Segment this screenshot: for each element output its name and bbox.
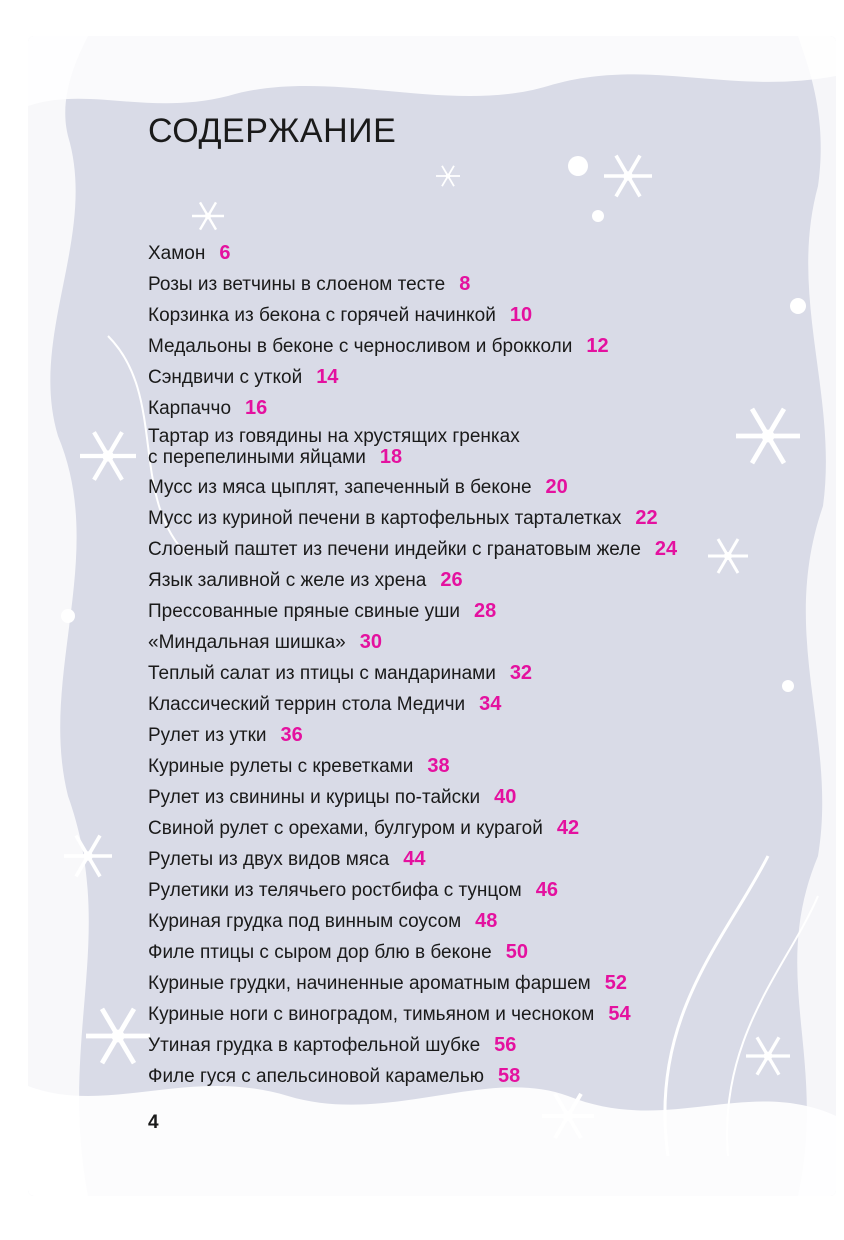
- toc-item: [148, 1032, 768, 1059]
- toc-item-page: 10: [509, 304, 533, 326]
- toc-item-title: «Миндальная шишка»: [148, 632, 346, 653]
- toc-item-title: Рулеты из двух видов мяса: [148, 849, 390, 870]
- toc-item-title: Свиной рулет с орехами, булгуром и курагой: [148, 818, 543, 839]
- toc-item-page: 6: [219, 242, 231, 264]
- toc-item: [148, 333, 768, 360]
- toc-item-title: Карпаччо: [148, 398, 232, 419]
- toc-item-title: Мусс из мяса цыплят, запеченный в беконе: [148, 477, 532, 498]
- toc-item-page: 8: [459, 273, 471, 295]
- toc-item: [148, 302, 768, 329]
- toc-item-title: Хамон: [148, 243, 206, 264]
- toc-item-title: Филе гуся с апельсиновой карамелью: [148, 1066, 485, 1087]
- toc-item: [148, 877, 768, 904]
- toc-item-page: 18: [379, 446, 403, 468]
- toc-item-page: 58: [498, 1065, 521, 1087]
- toc-item: [148, 240, 768, 267]
- toc-item: [148, 1001, 768, 1028]
- toc-item-page: 24: [654, 538, 678, 560]
- toc-item: [148, 970, 768, 997]
- toc-item-page: 22: [635, 507, 658, 529]
- toc-item: [148, 939, 768, 966]
- toc-item-title: Утиная грудка в картофельной шубке: [148, 1035, 481, 1056]
- toc-item-page: 54: [608, 1003, 631, 1025]
- toc-item-title: Мусс из куриной печени в картофельных тарталетках: [148, 508, 622, 529]
- toc-item: [148, 505, 768, 532]
- toc-item-title: Корзинка из бекона с горячей начинкой: [148, 305, 496, 326]
- toc-item: [148, 598, 768, 625]
- toc-item-title: Прессованные пряные свиные уши: [148, 601, 460, 622]
- toc-item: [148, 691, 768, 718]
- toc-item: [148, 536, 768, 563]
- toc-item: [148, 474, 768, 501]
- toc-item-title: Слоеный паштет из печени индейки с гранатовым желе: [148, 539, 641, 560]
- toc-item: [148, 426, 768, 468]
- toc-item-page: 30: [359, 631, 382, 653]
- toc-item: [148, 908, 768, 935]
- toc-item: [148, 660, 768, 687]
- toc-item: [148, 629, 768, 656]
- toc-item-title: Медальоны в беконе с черносливом и брокколи: [148, 336, 573, 357]
- toc-item-title: Куриные ноги с виноградом, тимьяном и чесноком: [148, 1004, 595, 1025]
- toc-item-page: 48: [475, 910, 498, 932]
- toc-item-page: 34: [479, 693, 502, 715]
- toc-item-title: Куриные грудки, начиненные ароматным фаршем: [148, 973, 591, 994]
- toc-item-page: 40: [494, 786, 517, 808]
- toc-item-title: Филе птицы с сыром дор блю в беконе: [148, 942, 492, 963]
- toc-item-title: Рулетики из телячьего ростбифа с тунцом: [148, 880, 522, 901]
- toc-item-page: 20: [545, 476, 568, 498]
- toc-item: [148, 722, 768, 749]
- toc-item-title: Рулет из свинины и курицы по-тайски: [148, 787, 481, 808]
- toc-item-title: Сэндвичи с уткой: [148, 367, 303, 388]
- toc-item-page: 52: [604, 972, 627, 994]
- toc-item-page: 46: [535, 879, 558, 901]
- toc-item-page: 32: [509, 662, 533, 684]
- toc-item-page: 56: [494, 1034, 517, 1056]
- toc-item-title: Тартар из говядины на хрустящих гренках: [148, 426, 520, 447]
- toc-item-title: Куриные рулеты с креветками: [148, 756, 414, 777]
- toc-item-title: Розы из ветчины в слоеном тесте: [148, 274, 446, 295]
- toc-item: [148, 846, 768, 873]
- toc-item-title: Язык заливной с желе из хрена: [148, 570, 427, 591]
- toc-item-page: 26: [440, 569, 463, 591]
- toc-item-page: 42: [556, 817, 580, 839]
- toc-item-page: 14: [316, 366, 339, 388]
- table-of-contents: [148, 240, 768, 1094]
- toc-item-title: Куриная грудка под винным соусом: [148, 911, 462, 932]
- toc-item: [148, 753, 768, 780]
- toc-item-title: Теплый салат из птицы с мандаринами: [148, 663, 496, 684]
- toc-item-title: Рулет из утки: [148, 725, 267, 746]
- toc-item-page: 16: [245, 397, 268, 419]
- toc-item-page: 50: [505, 941, 528, 963]
- toc-item: [148, 815, 768, 842]
- toc-item: [148, 567, 768, 594]
- page-number: 4: [148, 1112, 159, 1133]
- toc-item-page: 38: [427, 755, 450, 777]
- toc-item-page: 28: [474, 600, 497, 622]
- toc-item-page: 36: [280, 724, 303, 746]
- toc-item: [148, 1063, 768, 1090]
- toc-item: [148, 395, 768, 422]
- toc-item-title: Классический террин стола Медичи: [148, 694, 466, 715]
- toc-item: [148, 784, 768, 811]
- toc-item-page: 12: [586, 335, 609, 357]
- toc-item-title-continued: с перепелиными яйцами: [148, 447, 366, 468]
- toc-item-page: 44: [403, 848, 426, 870]
- toc-item: [148, 271, 768, 298]
- toc-item: [148, 364, 768, 391]
- page-title: СОДЕРЖАНИЕ: [148, 112, 397, 150]
